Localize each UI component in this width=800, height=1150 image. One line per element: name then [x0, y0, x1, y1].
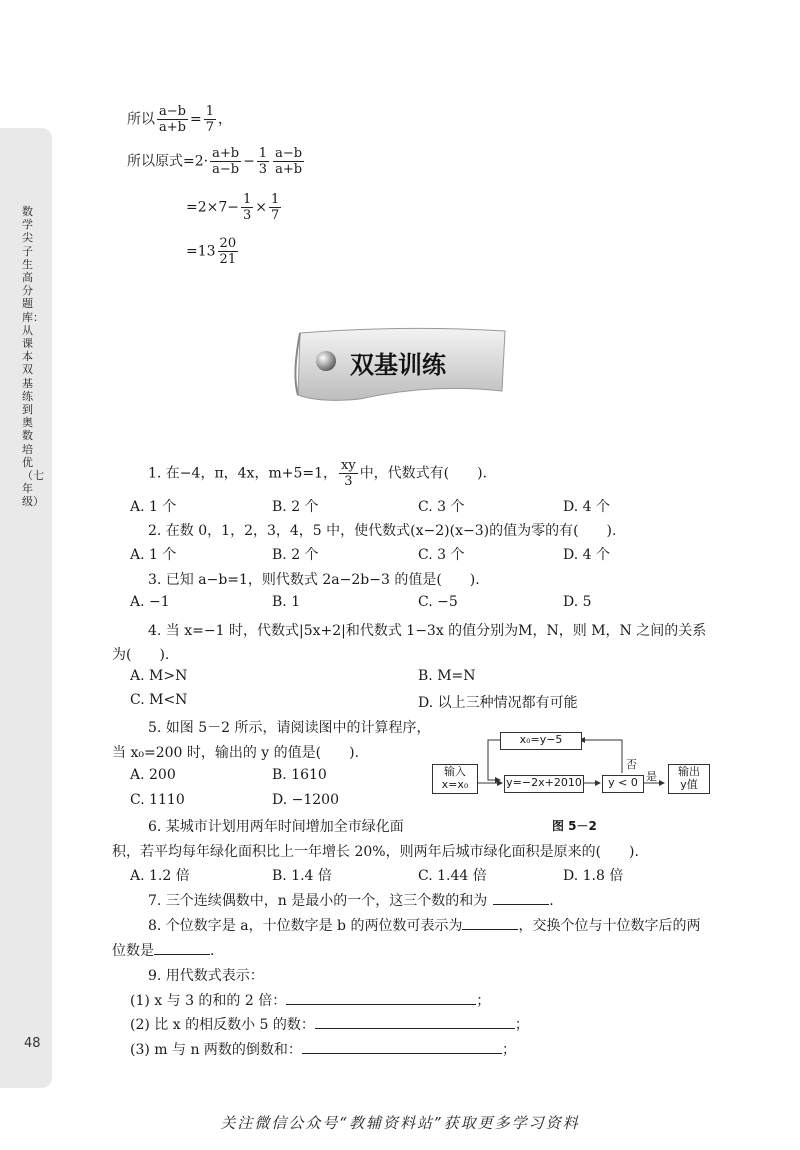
book-title-vertical: 数学尖子生高分题库：从课本双基练到奥数培优（七年级）: [22, 205, 44, 509]
answer-blank[interactable]: [154, 942, 210, 955]
solution-line-2: 所以原式=2· $\frac{a+b}{a-b}$ − $\frac{1}{3}$ $\frac{a-b}{a+b}$: [127, 146, 303, 177]
q2-option-c: C. 3 个: [418, 547, 465, 563]
question-6-line-2: 积，若平均每年绿化面积比上一年增长 20%，则两年后城市绿化面积是原来的( ).: [112, 844, 639, 860]
page-number: 48: [24, 1036, 41, 1051]
q5-option-c: C. 1110: [130, 792, 185, 808]
answer-blank[interactable]: [315, 1016, 515, 1029]
yes-label: 是: [646, 770, 657, 783]
question-4-line-2: 为( ).: [112, 647, 170, 663]
fraction: $\frac{1}{3}$: [258, 146, 268, 177]
q4-option-d: D. 以上三种情况都有可能: [418, 695, 578, 711]
answer-blank[interactable]: [286, 992, 476, 1005]
question-5-line-1: 5. 如图 5－2 所示，请阅读图中的计算程序，: [148, 720, 431, 736]
question-5-line-2: 当 x₀=200 时，输出的 y 的值是( ).: [112, 745, 360, 761]
question-6-line-1: 6. 某城市计划用两年时间增加全市绿化面: [148, 819, 404, 835]
q3-option-a: A. −1: [130, 594, 170, 610]
question-3: 3. 已知 a−b=1，则代数式 2a−2b−3 的值是( ).: [148, 572, 480, 588]
q1-option-c: C. 3 个: [418, 499, 465, 515]
question-7: 7. 三个连续偶数中，n 是最小的一个，这三个数的和为 .: [148, 893, 554, 909]
q4-option-b: B. M=N: [418, 668, 476, 684]
question-1: 1. 在−4，π，4x，m+5=1， $\frac{xy}{3}$ 中，代数式有( ).: [148, 458, 488, 489]
q4-option-a: A. M>N: [130, 668, 188, 684]
arrow-cond-loop: [580, 740, 622, 773]
q1-option-d: D. 4 个: [563, 499, 610, 515]
answer-blank[interactable]: [462, 917, 518, 930]
no-label: 否: [626, 758, 637, 771]
fraction: $\frac{1}{7}$: [205, 104, 214, 135]
flowchart: [432, 730, 722, 830]
q1-option-a: A. 1 个: [130, 499, 177, 515]
q9-part-3: (3) m 与 n 两数的倒数和： ；: [130, 1042, 516, 1058]
footer-note: 关注微信公众号“教辅资料站”获取更多学习资料: [220, 1114, 580, 1132]
q2-option-d: D. 4 个: [563, 547, 610, 563]
calc-box: y=−2x+2010: [504, 775, 584, 793]
fraction: $\frac{1}{3}$: [243, 192, 252, 223]
fraction: $\frac{a-b}{a+b}$: [159, 104, 186, 135]
q6-option-d: D. 1.8 倍: [563, 868, 624, 884]
q5-option-a: A. 200: [130, 767, 176, 783]
solution-line-1: 所以 $\frac{a-b}{a+b}$ = $\frac{1}{7}$ ，: [127, 104, 232, 135]
question-9: 9. 用代数式表示：: [148, 968, 264, 984]
q3-option-b: B. 1: [272, 594, 301, 610]
q6-option-c: C. 1.44 倍: [418, 868, 487, 884]
banner-ball-icon: [316, 351, 336, 371]
fraction: $\frac{20}{21}$: [219, 236, 237, 267]
q4-option-c: C. M<N: [130, 692, 188, 708]
question-2: 2. 在数 0，1，2，3，4，5 中，使代数式(x−2)(x−3)的值为零的有( ).: [148, 523, 617, 539]
fraction: $\frac{1}{7}$: [271, 192, 280, 223]
input-box: 输入 x=x₀: [432, 764, 478, 794]
figure-caption: 图 5－2: [552, 819, 597, 833]
q6-option-a: A. 1.2 倍: [130, 868, 190, 884]
loop-box: x₀=y−5: [500, 732, 582, 750]
q2-option-a: A. 1 个: [130, 547, 177, 563]
q9-part-2: (2) 比 x 的相反数小 5 的数： ；: [130, 1017, 529, 1033]
solution-line-3: =2×7− $\frac{1}{3}$ × $\frac{1}{7}$: [186, 192, 280, 223]
q3-option-d: D. 5: [563, 594, 592, 610]
fraction: $\frac{a-b}{a+b}$: [275, 146, 303, 177]
banner-title: 双基训练: [350, 351, 446, 379]
solution-line-4: =13 $\frac{20}{21}$: [186, 236, 237, 267]
answer-blank[interactable]: [302, 1041, 502, 1054]
q2-option-b: B. 2 个: [272, 547, 319, 563]
section-banner: [290, 325, 515, 407]
q6-option-b: B. 1.4 倍: [272, 868, 332, 884]
fraction: $\frac{xy}{3}$: [341, 458, 356, 489]
arrow-loop-calc: [488, 740, 500, 780]
fraction: $\frac{a+b}{a-b}$: [212, 146, 240, 177]
q9-part-1: (1) x 与 3 的和的 2 倍： ；: [130, 993, 491, 1009]
condition-box: y < 0: [602, 775, 644, 793]
q1-option-b: B. 2 个: [272, 499, 319, 515]
question-8-line-2: 位数是 .: [112, 943, 215, 959]
q5-option-d: D. −1200: [272, 792, 339, 808]
q5-option-b: B. 1610: [272, 767, 327, 783]
question-8-line-1: 8. 个位数字是 a，十位数字是 b 的两位数可表示为 ，交换个位与十位数字后的两: [148, 918, 701, 934]
answer-blank[interactable]: [493, 892, 549, 905]
output-box: 输出 y值: [668, 764, 710, 794]
question-4-line-1: 4. 当 x=−1 时，代数式|5x+2|和代数式 1−3x 的值分别为M，N，则 M，N 之间的关系: [148, 623, 707, 639]
q3-option-c: C. −5: [418, 594, 458, 610]
